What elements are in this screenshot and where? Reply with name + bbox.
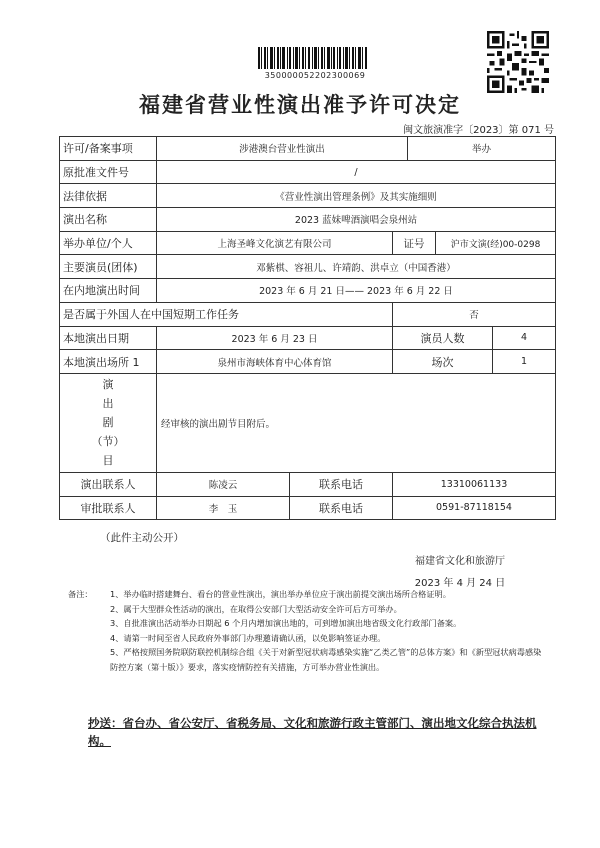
table-row (60, 279, 556, 303)
label-approval-contact: 审批联系人 (60, 496, 157, 520)
remark-item (68, 587, 548, 602)
qr-code (487, 31, 549, 93)
label-permit-item: 许可/备案事项 (60, 137, 157, 161)
table-row (60, 496, 556, 520)
table-row (60, 208, 556, 232)
table-row (60, 326, 556, 350)
table-row (60, 472, 556, 496)
label-contact-phone: 联系电话 (290, 472, 393, 496)
public-disclosure-note: （此件主动公开） (100, 532, 184, 544)
label-session-count: 场次 (393, 350, 493, 374)
barcode-number: 350000052202300069 (264, 71, 366, 80)
program-label-char: （节） (91, 435, 125, 449)
cc-text: 抄送：省台办、省公安厅、省税务局、文化和旅游行政主管部门、演出地文化综合执法机构。 (88, 716, 537, 748)
barcode (258, 47, 368, 69)
issuing-department: 福建省文化和旅游厅 (415, 556, 505, 567)
value-organizer: 上海圣峰文化演艺有限公司 (157, 231, 393, 255)
value-approval-phone: 0591-87118154 (393, 496, 556, 520)
remark-item (68, 645, 548, 674)
label-mainland-period: 在内地演出时间 (60, 279, 157, 303)
value-session-count: 1 (493, 350, 556, 374)
remark-item (68, 616, 548, 631)
label-local-date: 本地演出日期 (60, 326, 157, 350)
label-foreign-work: 是否属于外国人在中国短期工作任务 (60, 302, 393, 326)
label-performer-count: 演员人数 (393, 326, 493, 350)
remarks-section (68, 587, 548, 674)
table-row (60, 350, 556, 374)
program-label-char: 出 (102, 397, 114, 411)
program-label-char: 目 (102, 454, 114, 468)
label-show-contact: 演出联系人 (60, 472, 157, 496)
remark-text: 3、自批准演出活动举办日期起 6 个月内增加演出地的，可到增加演出地省级文化行政部门备案。 (110, 618, 462, 628)
remark-text: 1、举办临时搭建舞台、看台的营业性演出，演出举办单位应于演出前提交演出场所合格证明。 (110, 589, 451, 599)
value-original-approval: / (157, 160, 556, 184)
value-mainland-period: 2023 年 6 月 21 日—— 2023 年 6 月 22 日 (157, 279, 556, 303)
label-original-approval: 原批准文件号 (60, 160, 157, 184)
table-row (60, 184, 556, 208)
value-foreign-work: 否 (393, 302, 556, 326)
remark-item (68, 631, 548, 646)
label-approval-phone: 联系电话 (290, 496, 393, 520)
table-row (60, 302, 556, 326)
label-local-venue: 本地演出场所 1 (60, 350, 157, 374)
table-row (60, 160, 556, 184)
table-row (60, 231, 556, 255)
program-label-char: 演 (102, 378, 114, 392)
value-show-contact: 陈凌云 (157, 472, 290, 496)
table-row (60, 255, 556, 279)
label-program (60, 373, 157, 472)
table-row (60, 373, 556, 472)
document-number: 闽文旅演准字〔2023〕第 071 号 (403, 125, 554, 136)
value-permit-item: 涉港澳台营业性演出 (157, 137, 408, 161)
value-legal-basis: 《营业性演出管理条例》及其实施细则 (157, 184, 556, 208)
cc-recipients (88, 714, 558, 750)
document-title: 福建省营业性演出准予许可决定 (139, 93, 461, 117)
program-label-char: 剧 (102, 416, 114, 430)
remark-text: 4、请第一时间至省人民政府外事部门办理邀请确认函，以免影响签证办理。 (110, 632, 386, 643)
remark-text: 5、严格按照国务院联防联控机制综合组《关于对新型冠状病毒感染实施“乙类乙管”的总体方案》和《新型冠状病毒感染防控方案（第十版）》要求，落实疫情防控有关措施，方可举办营业性演出。 (110, 647, 542, 672)
label-legal-basis: 法律依据 (60, 184, 157, 208)
value-permit-type: 举办 (408, 137, 556, 161)
value-approval-contact: 李 玉 (157, 496, 290, 520)
value-program: 经审核的演出剧节目附后。 (157, 373, 556, 472)
label-license-number: 证号 (393, 231, 436, 255)
value-license-number: 沪市文演(经)00-0298 (436, 231, 556, 255)
table-row (60, 137, 556, 161)
value-main-performers: 邓紫棋、容祖儿、许靖韵、洪卓立（中国香港） (157, 255, 556, 279)
remarks-label: 备注： (68, 589, 93, 599)
label-show-name: 演出名称 (60, 208, 157, 232)
label-main-performers: 主要演员(团体) (60, 255, 157, 279)
permit-table (59, 136, 556, 520)
remark-text: 2、属于大型群众性活动的演出，在取得公安部门大型活动安全许可后方可举办。 (110, 603, 402, 614)
value-local-venue: 泉州市海峡体育中心体育馆 (157, 350, 393, 374)
value-show-name: 2023 蓝妹啤酒演唱会泉州站 (157, 208, 556, 232)
value-contact-phone: 13310061133 (393, 472, 556, 496)
value-performer-count: 4 (493, 326, 556, 350)
remark-item (68, 602, 548, 617)
label-organizer: 举办单位/个人 (60, 231, 157, 255)
value-local-date: 2023 年 6 月 23 日 (157, 326, 393, 350)
issue-date: 2023 年 4 月 24 日 (414, 578, 506, 589)
